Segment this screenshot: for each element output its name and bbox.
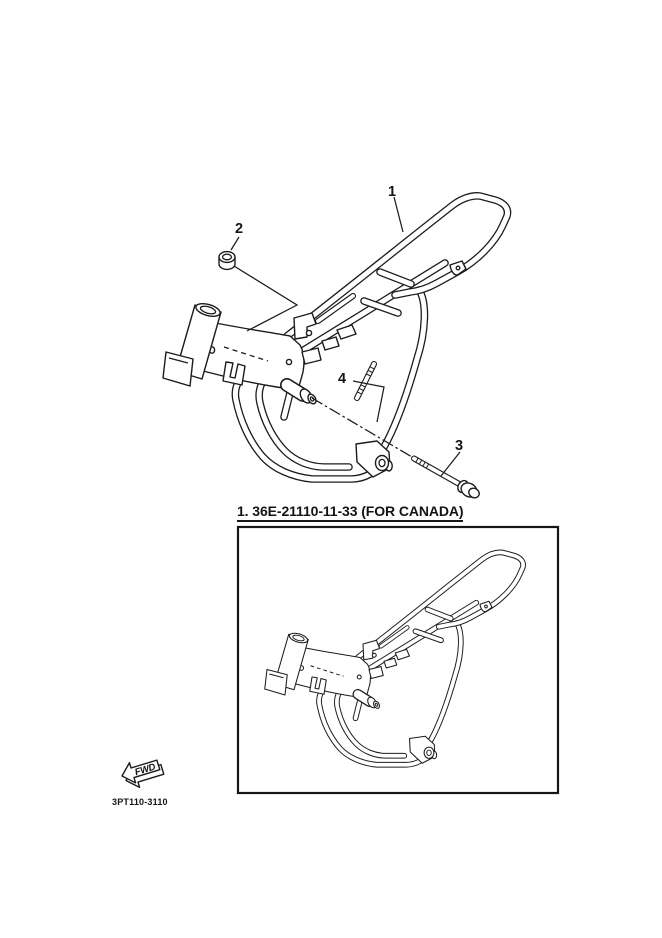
leader-line-2b	[234, 266, 297, 331]
bolt-part	[414, 458, 481, 500]
callout-3: 3	[455, 438, 464, 454]
inset-frame-drawing	[265, 552, 523, 764]
fwd-arrow-icon	[119, 754, 165, 791]
callout-1: 1	[388, 184, 397, 200]
stud-part	[357, 364, 374, 398]
inset-title: 1. 36E-21110-11-33 (FOR CANADA)	[237, 503, 463, 522]
leader-line-4	[353, 381, 384, 422]
leader-line-3	[441, 452, 460, 476]
drawing-number: 3PT110-3110	[112, 797, 168, 807]
callout-4: 4	[338, 371, 347, 387]
callout-2: 2	[235, 221, 244, 237]
nut-part	[219, 252, 235, 270]
fwd-label: FWD	[133, 761, 157, 779]
leader-line-1	[394, 197, 403, 232]
leader-line-2	[231, 237, 239, 250]
main-frame-drawing	[163, 196, 508, 479]
